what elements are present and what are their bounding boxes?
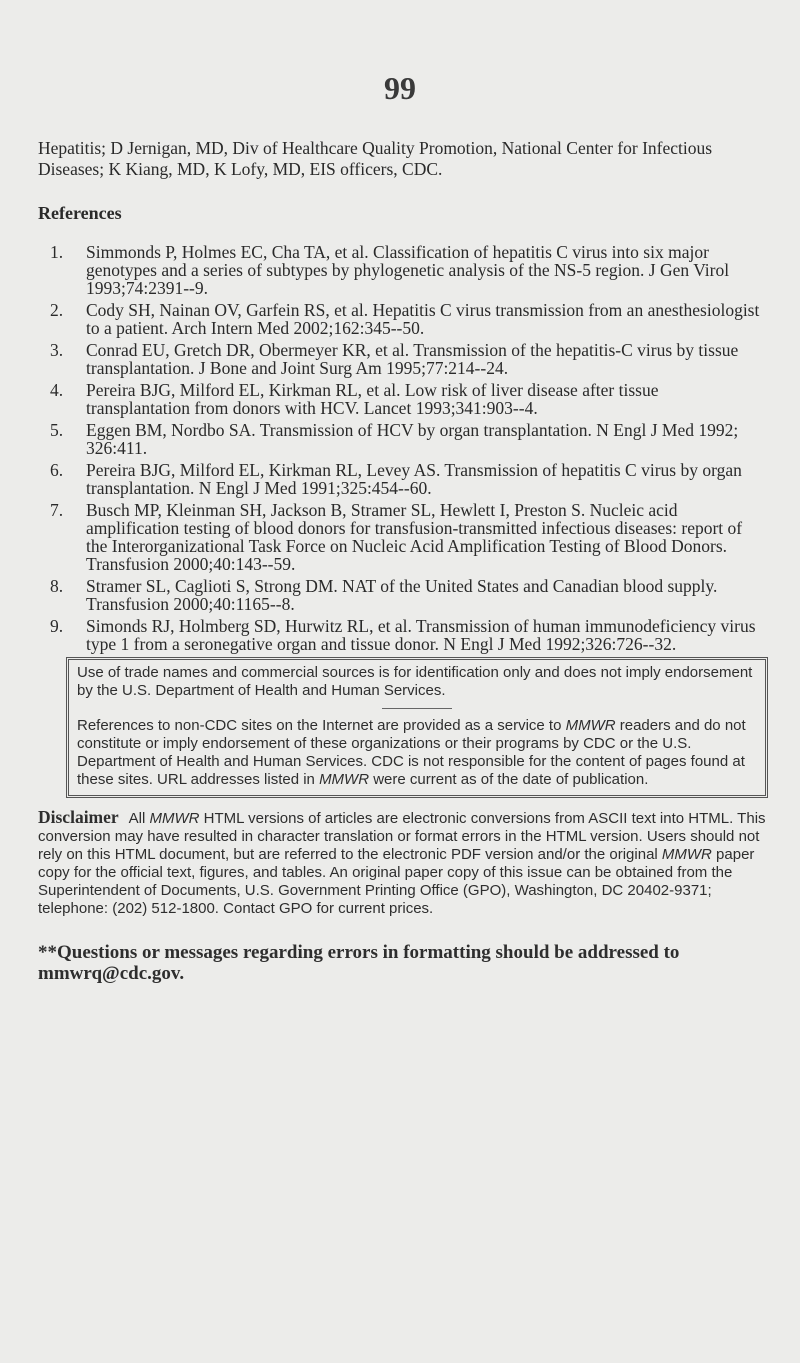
reference-number: 1. <box>50 242 64 262</box>
disclaimer-title: Disclaimer <box>38 807 119 827</box>
reference-item <box>50 243 765 297</box>
references-list <box>50 243 765 657</box>
reference-item <box>50 501 765 573</box>
reference-text: Simmonds P, Holmes EC, Cha TA, et al. Classification of hepatitis C virus into six major genotypes and a series of subtypes by phylogenetic analysis of the NS-5 region. J Gen Virol 1993;74:2391--9. <box>86 242 730 298</box>
trade-names-notice: Use of trade names and commercial sources is for identification only and does not imply endorsement by the U.S. Department of Health and Human Services. <box>77 664 753 699</box>
reference-text: Pereira BJG, Milford EL, Kirkman RL, Levey AS. Transmission of hepatitis C virus by organ transplantation. N Engl J Med 1991;325:454--60. <box>86 460 742 498</box>
reference-text: Pereira BJG, Milford EL, Kirkman RL, et al. Low risk of liver disease after tissue transplantation from donors with HCV. Lancet 1993;341:903--4. <box>86 380 659 418</box>
reference-number: 5. <box>50 420 64 440</box>
mmwr-title: MMWR <box>149 810 200 827</box>
reference-item <box>50 301 765 337</box>
reference-text: Busch MP, Kleinman SH, Jackson B, Stramer SL, Hewlett I, Preston S. Nucleic acid amplification testing of blood donors for transfusion-transmitted infectious diseases: report of the Interorganizational Task Force on Nucleic Acid Amplification Testing of Blood Donors. Transfusion 2000;40:143--59. <box>86 500 743 574</box>
mmwr-title: MMWR <box>661 846 712 863</box>
reference-text: Cody SH, Nainan OV, Garfein RS, et al. Hepatitis C virus transmission from an anesthesiologist to a patient. Arch Intern Med 2002;162:345--50. <box>86 300 760 338</box>
reference-number: 9. <box>50 616 64 636</box>
reference-item <box>50 461 765 497</box>
reference-number: 7. <box>50 500 64 520</box>
reference-item <box>50 617 765 653</box>
reference-text: Eggen BM, Nordbo SA. Transmission of HCV by organ transplantation. N Engl J Med 1992; 326:411. <box>86 420 739 458</box>
reference-item <box>50 421 765 457</box>
reference-text: Stramer SL, Caglioti S, Strong DM. NAT of the United States and Canadian blood supply. Transfusion 2000;40:1165--8. <box>86 576 718 614</box>
author-affiliations: Hepatitis; D Jernigan, MD, Div of Healthcare Quality Promotion, National Center for Infectious Diseases; K Kiang, MD, K Lofy, MD, EIS officers, CDC. <box>38 138 713 179</box>
reference-item <box>50 577 765 613</box>
reference-number: 3. <box>50 340 64 360</box>
reference-number: 4. <box>50 380 64 400</box>
mmwr-title: MMWR <box>319 771 370 788</box>
reference-text: Conrad EU, Gretch DR, Obermeyer KR, et al. Transmission of the hepatitis-C virus by tissue transplantation. J Bone and Joint Surg Am 1995;77:214--24. <box>86 340 739 378</box>
reference-number: 2. <box>50 300 64 320</box>
reference-number: 6. <box>50 460 64 480</box>
disclaimer: Disclaimer All MMWR HTML versions of articles are electronic conversions from ASCII text into HTML. This conversion may have resulted in character translation or format errors in the HTML version. Users should not rely on this HTML document, but are referred to the electronic PDF version and/or the original MMWR paper copy for the official text, figures, and tables. An original paper copy of this issue can be obtained from the Superintendent of Documents, U.S. Government Printing Office (GPO), Washington, DC 20402-9371; telephone: (202) 512-1800. Contact GPO for current prices. <box>38 807 766 917</box>
mmwr-title: MMWR <box>565 717 616 734</box>
notice-divider <box>382 708 452 709</box>
reference-text: Simonds RJ, Holmberg SD, Hurwitz RL, et al. Transmission of human immunodeficiency virus type 1 from a seronegative organ and tissue donor. N Engl J Med 1992;326:726--32. <box>86 616 756 654</box>
reference-item <box>50 341 765 377</box>
notice-box <box>66 657 768 798</box>
reference-number: 8. <box>50 576 64 596</box>
references-heading: References <box>38 203 122 223</box>
page-number: 99 <box>384 70 416 106</box>
external-references-notice: References to non-CDC sites on the Internet are provided as a service to MMWR readers and do not constitute or imply endorsement of these organizations or their programs by CDC or the U.S. Department of Health and Human Services. CDC is not responsible for the content of pages found at these sites. URL addresses listed in MMWR were current as of the date of publication. <box>77 717 746 788</box>
questions-contact: **Questions or messages regarding errors in formatting should be addressed to mmwrq@cdc.gov. <box>38 942 680 984</box>
reference-item <box>50 381 765 417</box>
